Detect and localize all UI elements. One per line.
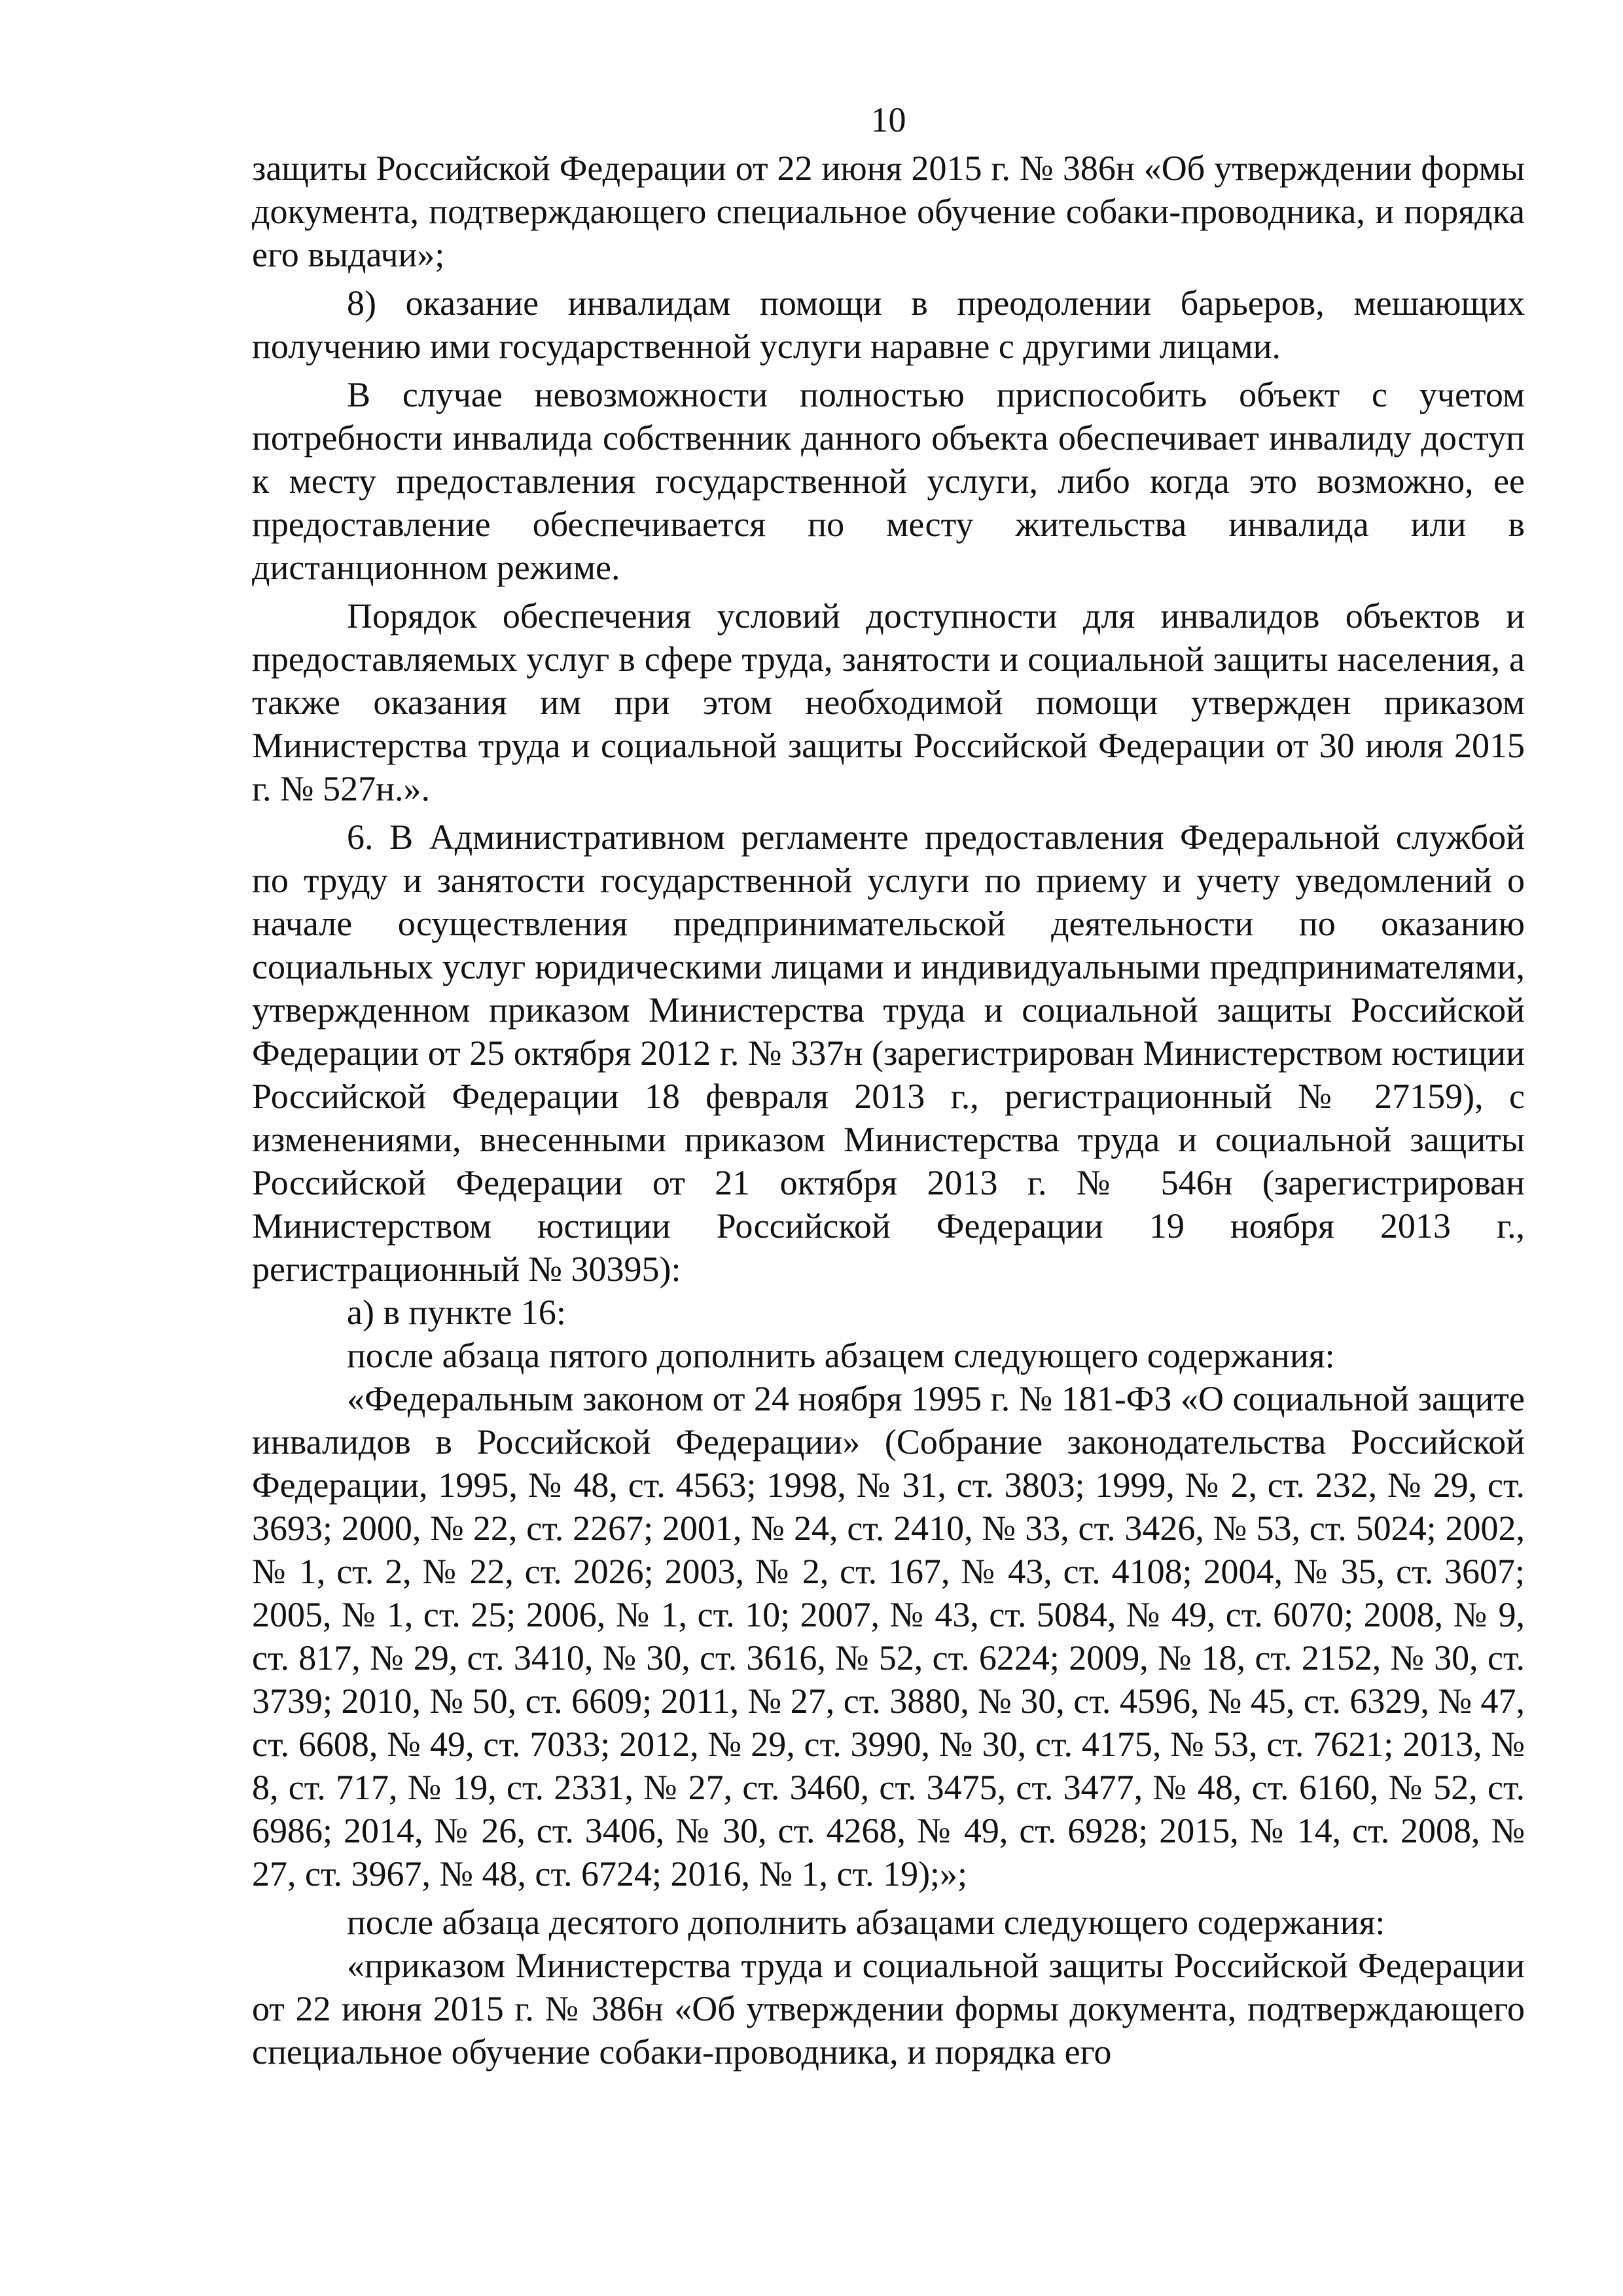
paragraph-after-tenth: после абзаца десятого дополнить абзацами следующего содержания: [347,1903,1385,1942]
document-page [252,98,1525,2245]
paragraph-impossibility-case: В случае невозможности полностью приспособить объект с учетом потребности инвалида собственник данного объекта обеспечивает инвалиду доступ к месту предоставления государственной услуги, либо когда это возможно, ее предоставление обеспечивается по месту жительства инвалида или в дистанционном режиме. [252,375,1525,587]
paragraph-federal-law: «Федеральным законом от 24 ноября 1995 г. № 181-ФЗ «О социальной защите инвалидов в Российской Федерации» (Собрание законодательства Российской Федерации, 1995, № 48, ст. 4563; 1998, № 31, ст. 3803; 1999, № 2, ст. 232, № 29, ст. 3693; 2000, № 22, ст. 2267; 2001, № 24, ст. 2410, № 33, ст. 3426, № 53, ст. 5024; 2002, № 1, ст. 2, № 22, ст. 2026; 2003, № 2, ст. 167, № 43, ст. 4108; 2004, № 35, ст. 3607; 2005, № 1, ст. 25; 2006, № 1, ст. 10; 2007, № 43, ст. 5084, № 49, ст. 6070; 2008, № 9, ст. 817, № 29, ст. 3410, № 30, ст. 3616, № 52, ст. 6224; 2009, № 18, ст. 2152, № 30, ст. 3739; 2010, № 50, ст. 6609; 2011, № 27, ст. 3880, № 30, ст. 4596, № 45, ст. 6329, № 47, ст. 6608, № 49, ст. 7033; 2012, № 29, ст. 3990, № 30, ст. 4175, № 53, ст. 7621; 2013, № 8, ст. 717, № 19, ст. 2331, № 27, ст. 3460, ст. 3475, ст. 3477, № 48, ст. 6160, № 52, ст. 6986; 2014, № 26, ст. 3406, № 30, ст. 4268, № 49, ст. 6928; 2015, № 14, ст. 2008, № 27, ст. 3967, № 48, ст. 6724; 2016, № 1, ст. 19);»; [252,1379,1525,1893]
paragraph-continuation: защиты Российской Федерации от 22 июня 2015 г. № 386н «Об утверждении формы документа, подтверждающего специальное обучение собаки-проводника, и порядка его выдачи»; [252,149,1525,274]
paragraph-section-6: 6. В Административном регламенте предоставления Федеральной службой по труду и занятости государственной услуги по приему и учету уведомлений о начале осуществления предпринимательской деятельности по оказанию социальных услуг юридическими лицами и индивидуальными предпринимателями, утвержденном приказом Министерства труда и социальной защиты Российской Федерации от 25 октября 2012 г. № 337н (зарегистрирован Министерством юстиции Российской Федерации 18 февраля 2013 г., регистрационный № 27159), с изменениями, внесенными приказом Министерства труда и социальной защиты Российской Федерации от 21 октября 2013 г. № 546н (зарегистрирован Министерством юстиции Российской Федерации 19 ноября 2013 г., регистрационный № 30395): [252,817,1525,1289]
paragraph-subitem-a: а) в пункте 16: [347,1293,566,1332]
paragraph-order-386n: «приказом Министерства труда и социальной защиты Российской Федерации от 22 июня 2015 г. № 386н «Об утверждении формы документа, подтверждающего специальное обучение собаки-проводника, и порядка его [252,1946,1525,2072]
paragraph-item-8: 8) оказание инвалидам помощи в преодолении барьеров, мешающих получению ими государственной услуги наравне с другими лицами. [252,283,1525,366]
page-number: 10 [870,100,906,139]
paragraph-after-fifth: после абзаца пятого дополнить абзацем следующего содержания: [347,1336,1335,1375]
paragraph-accessibility-order: Порядок обеспечения условий доступности для инвалидов объектов и предоставляемых услуг в сфере труда, занятости и социальной защиты населения, а также оказания им при этом необходимой помощи утвержден приказом Министерства труда и социальной защиты Российской Федерации от 30 июля 2015 г. № 527н.». [252,596,1525,808]
